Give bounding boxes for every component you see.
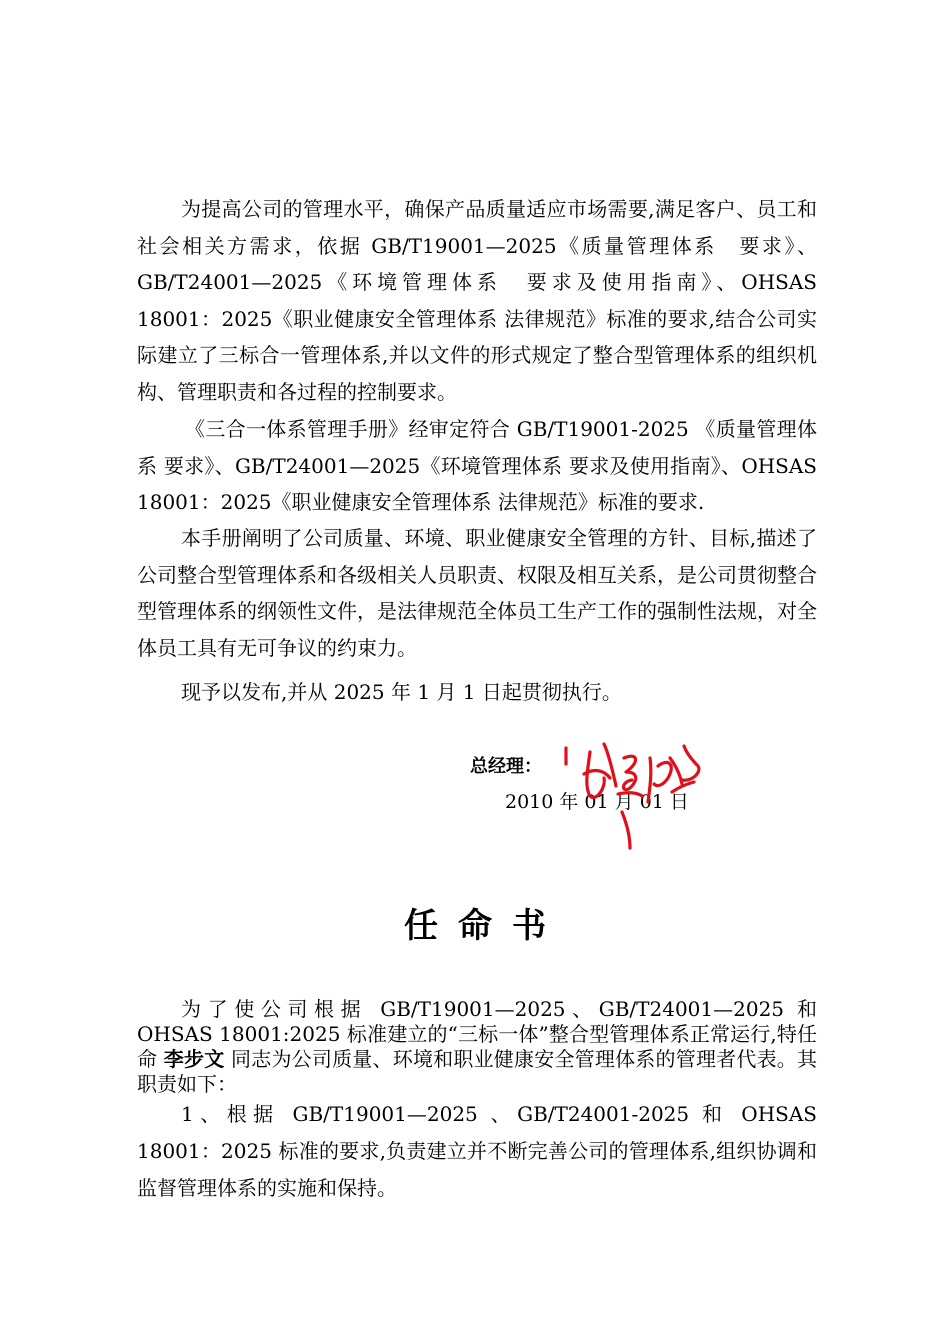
- sign-date: 2010 年 01 月 01 日: [505, 791, 689, 813]
- preface-paragraph-1: 为提高公司的管理水平，确保产品质量适应市场需要,满足客户、员工和社会相关方需求，依据 GB/T19001—2025《质量管理体系 要求》、GB/T24001—2025《环境管理体系 要求及使用指南》、OHSAS 18001：2025《职业健康安全管理体系 法律规范》标准的要求,结合公司实际建立了三标合一管理体系,并以文件的形式规定了整合型管理体系的组织机构、管理职责和各过程的控制要求。: [137, 197, 817, 404]
- appointment-paragraph: [137, 997, 817, 1097]
- appointment-text-before: 为了使公司根据 GB/T19001—2025、GB/T24001—2025 和 OHSAS 18001:2025 标准建立的“三标一体”整合型管理体系正常运行,特任命: [137, 997, 817, 1071]
- duty-item-1: 1、根据 GB/T19001—2025 、GB/T24001-2025 和 OHSAS 18001：2025 标准的要求,负责建立并不断完善公司的管理体系,组织协调和监督管理体系的实施和保持。: [137, 1102, 817, 1200]
- preface-paragraph-3: 本手册阐明了公司质量、环境、职业健康安全管理的方针、目标,描述了公司整合型管理体系和各级相关人员职责、权限及相互关系，是公司贯彻整合型管理体系的纲领性文件，是法律规范全体员工生产工作的强制性法规，对全体员工具有无可争议的约束力。: [137, 526, 817, 660]
- appointment-title: 任命书: [404, 906, 566, 946]
- preface-paragraph-2: 《三合一体系管理手册》经审定符合 GB/T19001-2025 《质量管理体系 要求》、GB/T24001—2025《环境管理体系 要求及使用指南》、OHSAS 18001：2025《职业健康安全管理体系 法律规范》标准的要求.: [137, 417, 817, 514]
- handwritten-signature: [560, 738, 710, 856]
- preface-paragraph-4: 现予以发布,并从 2025 年 1 月 1 日起贯彻执行。: [181, 680, 622, 704]
- appointee-name: 李步文: [163, 1047, 225, 1071]
- general-manager-label: 总经理：: [470, 756, 542, 777]
- appointment-text-after: 同志为公司质量、环境和职业健康安全管理体系的管理者代表。其职责如下：: [137, 1047, 818, 1096]
